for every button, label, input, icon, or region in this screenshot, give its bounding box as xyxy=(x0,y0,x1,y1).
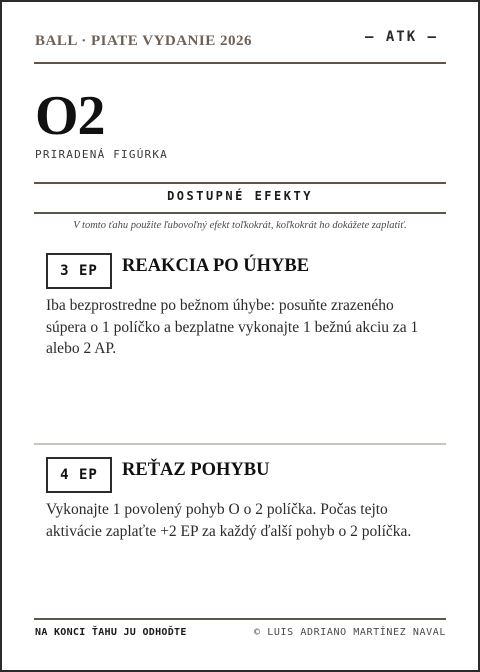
divider xyxy=(34,212,446,214)
card-code: O2 xyxy=(35,85,105,147)
effect-description: Iba bezprostredne po bežnom úhybe: posuňte zrazeného súpera o 1 políčko a bezplatne vykonajte 1 bežnú akciu za 1 alebo 2 AP. xyxy=(46,297,419,357)
effect-cost-badge: 3 EP xyxy=(46,253,112,289)
effect-divider xyxy=(34,443,446,445)
card-type-label: — ATK — xyxy=(364,29,438,45)
effect-description: Vykonajte 1 povolený pohyb O o 2 políčka. Počas tejto aktivácie zaplaťte +2 EP za každý ďalší pohyb o 2 políčka. xyxy=(46,501,412,540)
effects-section-note: V tomto ťahu použite ľubovoľný efekt toľkokrát, koľkokrát ho dokážete zaplatiť. xyxy=(73,220,407,231)
divider xyxy=(34,618,446,620)
card-series: BALL · PIATE VYDANIE 2026 xyxy=(35,33,252,49)
effect-cost-badge: 4 EP xyxy=(46,457,112,493)
copyright-credit: © LUIS ADRIANO MARTÍNEZ NAVAL xyxy=(254,627,446,638)
divider xyxy=(34,182,446,184)
effect-name: REAKCIA PO ÚHYBE xyxy=(122,256,310,276)
effect-name: REŤAZ POHYBU xyxy=(122,460,270,480)
discard-instruction: NA KONCI ŤAHU JU ODHOĎTE xyxy=(35,627,187,638)
effects-section-title: DOSTUPNÉ EFEKTY xyxy=(167,189,313,203)
card-subtitle: PRIRADENÁ FIGÚRKA xyxy=(35,148,168,161)
divider xyxy=(34,62,446,64)
